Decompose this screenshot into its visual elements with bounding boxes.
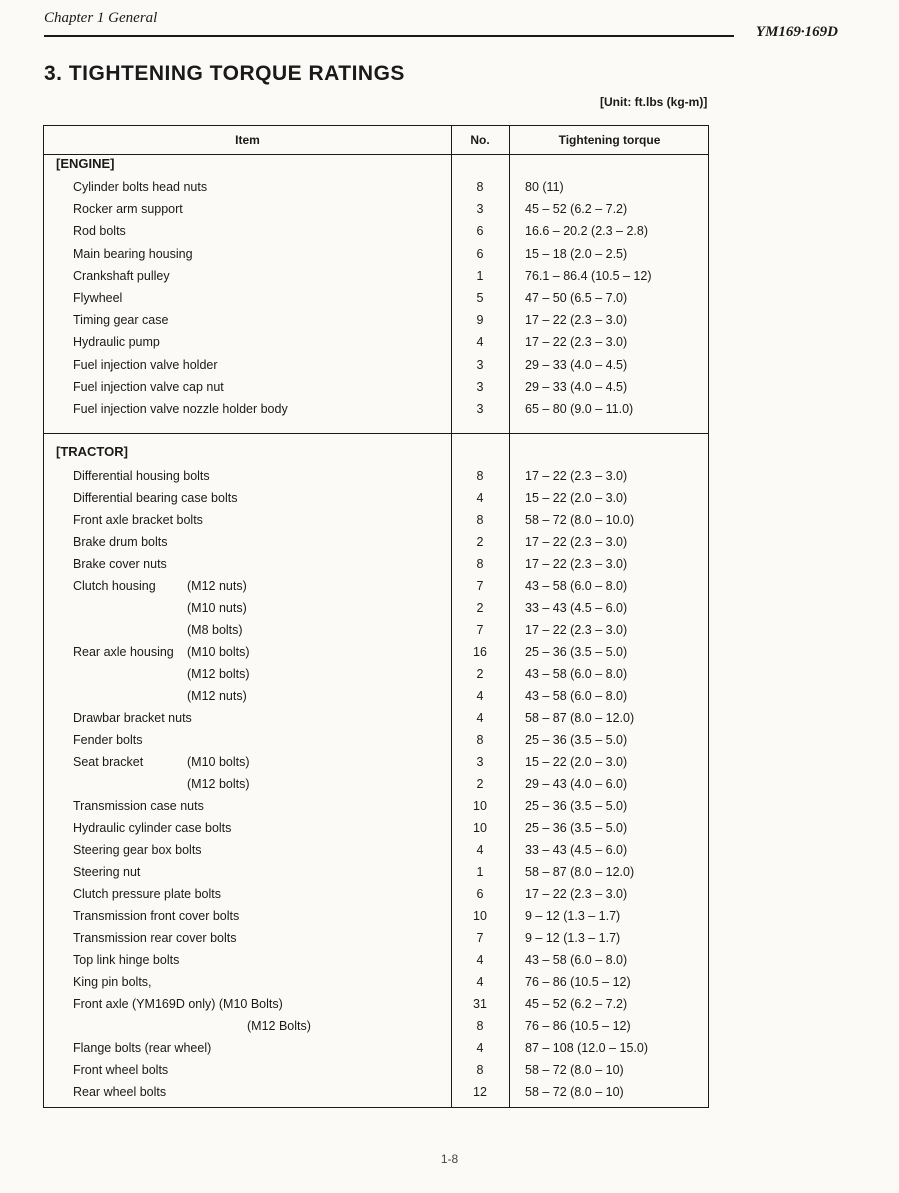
row-item-label: Main bearing housing: [73, 246, 193, 261]
row-quantity: 10: [473, 799, 487, 813]
row-torque: 47 – 50 (6.5 – 7.0): [525, 291, 628, 305]
row-quantity: 16: [473, 645, 487, 659]
row-item-spec: (M12 nuts): [187, 579, 247, 593]
row-item-label: Clutch pressure plate bolts: [73, 887, 221, 901]
row-item-label: Fuel injection valve nozzle holder body: [73, 402, 288, 416]
table-row: [44, 796, 710, 818]
row-item-label: Rod bolts: [73, 224, 126, 239]
row-torque: 76 – 86 (10.5 – 12): [525, 975, 631, 989]
row-item-label: King pin bolts,: [73, 975, 152, 989]
row-item-spec: (M10 bolts): [187, 645, 250, 659]
section-label-engine: [ENGINE]: [56, 156, 115, 171]
table-row: [44, 221, 710, 243]
row-torque: 43 – 58 (6.0 – 8.0): [525, 689, 628, 703]
row-torque: 17 – 22 (2.3 – 3.0): [525, 469, 628, 483]
row-item-label: Clutch housing: [73, 579, 156, 593]
row-torque: 80 (11): [525, 180, 564, 194]
table-row: [44, 554, 710, 576]
table-row: [44, 994, 710, 1016]
row-quantity: 7: [476, 579, 484, 593]
row-torque: 43 – 58 (6.0 – 8.0): [525, 953, 628, 967]
table-row: [44, 862, 710, 884]
row-quantity: 5: [476, 291, 484, 305]
row-quantity: 8: [476, 1019, 484, 1033]
row-torque: 76 – 86 (10.5 – 12): [525, 1019, 631, 1033]
table-row: [44, 377, 710, 399]
table-row: [44, 244, 710, 266]
row-item-label: Transmission case nuts: [73, 799, 204, 813]
row-torque: 16.6 – 20.2 (2.3 – 2.8): [525, 224, 649, 239]
row-quantity: 3: [476, 202, 484, 217]
row-torque: 9 – 12 (1.3 – 1.7): [525, 909, 621, 923]
row-torque: 87 – 108 (12.0 – 15.0): [525, 1041, 649, 1055]
table-row: [44, 686, 710, 708]
row-quantity: 31: [473, 997, 487, 1011]
row-item-label: Front wheel bolts: [73, 1063, 169, 1077]
row-quantity: 4: [476, 491, 484, 505]
row-torque: 43 – 58 (6.0 – 8.0): [525, 579, 628, 593]
torque-table: [43, 125, 709, 1108]
row-torque: 33 – 43 (4.5 – 6.0): [525, 843, 628, 857]
table-row: [44, 598, 710, 620]
table-row: [44, 884, 710, 906]
row-quantity: 10: [473, 909, 487, 923]
table-row: [44, 199, 710, 221]
table-row: [44, 576, 710, 598]
row-quantity: 8: [476, 180, 484, 194]
table-row: [44, 950, 710, 972]
row-quantity: 2: [476, 667, 484, 681]
row-item-label: Timing gear case: [73, 313, 169, 328]
row-quantity: 8: [476, 557, 484, 571]
page-number: 1-8: [440, 1152, 459, 1166]
column-header-item: Item: [235, 133, 260, 147]
page-title: 3. TIGHTENING TORQUE RATINGS: [44, 62, 405, 85]
row-item-label: Brake drum bolts: [73, 535, 168, 549]
table-row: [44, 1016, 710, 1038]
row-torque: 29 – 33 (4.0 – 4.5): [525, 379, 628, 394]
row-item-label: Fender bolts: [73, 733, 143, 747]
row-item-spec: (M12 Bolts): [247, 1019, 311, 1033]
model-header: YM169·169D: [755, 24, 838, 40]
row-torque: 15 – 22 (2.0 – 3.0): [525, 491, 628, 505]
row-quantity: 10: [473, 821, 487, 835]
row-torque: 17 – 22 (2.3 – 3.0): [525, 313, 628, 328]
table-row: [44, 708, 710, 730]
row-item-label: Cylinder bolts head nuts: [73, 180, 208, 194]
table-row: [44, 266, 710, 288]
table-row: [44, 730, 710, 752]
row-torque: 17 – 22 (2.3 – 3.0): [525, 887, 628, 901]
table-row: [44, 288, 710, 310]
row-item-label: Fuel injection valve holder: [73, 357, 218, 372]
row-torque: 15 – 22 (2.0 – 3.0): [525, 755, 628, 769]
row-torque: 25 – 36 (3.5 – 5.0): [525, 733, 628, 747]
row-quantity: 2: [476, 777, 484, 791]
row-item-label: Brake cover nuts: [73, 557, 167, 571]
row-torque: 43 – 58 (6.0 – 8.0): [525, 667, 628, 681]
row-item-label: Hydraulic pump: [73, 335, 160, 350]
row-torque: 58 – 87 (8.0 – 12.0): [525, 865, 635, 879]
column-header-no: No.: [470, 133, 490, 147]
row-quantity: 3: [476, 402, 484, 416]
table-row: [44, 1060, 710, 1082]
row-torque: 45 – 52 (6.2 – 7.2): [525, 997, 628, 1011]
table-row: [44, 355, 710, 377]
header-rule: [44, 35, 734, 37]
row-torque: 45 – 52 (6.2 – 7.2): [525, 202, 628, 217]
row-torque: 58 – 72 (8.0 – 10.0): [525, 513, 635, 527]
table-row: [44, 1082, 710, 1104]
row-item-label: Steering nut: [73, 865, 141, 879]
row-quantity: 6: [476, 887, 484, 901]
table-row: [44, 532, 710, 554]
row-item-spec: (M12 bolts): [187, 667, 250, 681]
row-quantity: 12: [473, 1085, 487, 1099]
section-divider: [44, 433, 708, 434]
row-torque: 76.1 – 86.4 (10.5 – 12): [525, 268, 652, 283]
table-row: [44, 906, 710, 928]
table-row: [44, 332, 710, 354]
table-row: [44, 818, 710, 840]
row-torque: 65 – 80 (9.0 – 11.0): [525, 402, 634, 416]
chapter-header: Chapter 1 General: [44, 10, 158, 26]
row-quantity: 4: [476, 335, 484, 350]
section-label-tractor: [TRACTOR]: [56, 444, 128, 459]
row-quantity: 8: [476, 733, 484, 747]
row-quantity: 2: [476, 535, 484, 549]
row-item-label: Front axle (YM169D only) (M10 Bolts): [73, 997, 283, 1011]
row-quantity: 3: [476, 357, 484, 372]
row-item-label: Seat bracket: [73, 755, 144, 769]
row-item-label: Rear axle housing: [73, 645, 174, 659]
row-item-label: Differential housing bolts: [73, 469, 210, 483]
row-item-label: Rocker arm support: [73, 202, 183, 217]
row-item-label: Fuel injection valve cap nut: [73, 379, 224, 394]
row-quantity: 4: [476, 975, 484, 989]
table-row: [44, 510, 710, 532]
row-quantity: 8: [476, 513, 484, 527]
table-row: [44, 972, 710, 994]
row-torque: 29 – 43 (4.0 – 6.0): [525, 777, 628, 791]
row-torque: 17 – 22 (2.3 – 3.0): [525, 335, 628, 350]
row-item-label: Transmission front cover bolts: [73, 909, 240, 923]
row-item-spec: (M12 nuts): [187, 689, 247, 703]
row-quantity: 2: [476, 601, 484, 615]
table-row: [44, 928, 710, 950]
row-item-label: Crankshaft pulley: [73, 268, 170, 283]
row-item-spec: (M12 bolts): [187, 777, 250, 791]
row-quantity: 6: [476, 224, 484, 239]
table-row: [44, 310, 710, 332]
row-torque: 33 – 43 (4.5 – 6.0): [525, 601, 628, 615]
row-item-label: Transmission rear cover bolts: [73, 931, 237, 945]
row-torque: 15 – 18 (2.0 – 2.5): [525, 246, 628, 261]
row-item-label: Hydraulic cylinder case bolts: [73, 821, 232, 835]
row-torque: 17 – 22 (2.3 – 3.0): [525, 535, 628, 549]
row-torque: 58 – 87 (8.0 – 12.0): [525, 711, 635, 725]
row-torque: 25 – 36 (3.5 – 5.0): [525, 799, 628, 813]
row-item-label: Flange bolts (rear wheel): [73, 1041, 212, 1055]
row-torque: 9 – 12 (1.3 – 1.7): [525, 931, 621, 945]
row-quantity: 9: [476, 313, 484, 328]
row-torque: 17 – 22 (2.3 – 3.0): [525, 623, 628, 637]
row-quantity: 1: [476, 865, 484, 879]
table-row: [44, 488, 710, 510]
column-header-torque: Tightening torque: [558, 133, 661, 147]
row-quantity: 3: [476, 379, 484, 394]
unit-label: [Unit: ft.lbs (kg-m)]: [600, 95, 708, 109]
row-item-label: Top link hinge bolts: [73, 953, 180, 967]
row-quantity: 8: [476, 469, 484, 483]
table-row: [44, 466, 710, 488]
table-row: [44, 840, 710, 862]
row-quantity: 6: [476, 246, 484, 261]
row-torque: 29 – 33 (4.0 – 4.5): [525, 357, 628, 372]
row-torque: 25 – 36 (3.5 – 5.0): [525, 645, 628, 659]
row-quantity: 4: [476, 711, 484, 725]
row-quantity: 1: [476, 268, 484, 283]
header-divider: [44, 154, 708, 155]
table-row: [44, 642, 710, 664]
row-item-label: Rear wheel bolts: [73, 1085, 167, 1099]
row-item-label: Front axle bracket bolts: [73, 513, 203, 527]
table-row: [44, 1038, 710, 1060]
row-item-label: Steering gear box bolts: [73, 843, 202, 857]
row-quantity: 4: [476, 843, 484, 857]
row-torque: 17 – 22 (2.3 – 3.0): [525, 557, 628, 571]
row-quantity: 7: [476, 623, 484, 637]
row-item-label: Differential bearing case bolts: [73, 491, 238, 505]
row-quantity: 4: [476, 953, 484, 967]
row-item-spec: (M10 nuts): [187, 601, 247, 615]
table-row: [44, 177, 710, 199]
row-quantity: 4: [476, 689, 484, 703]
table-row: [44, 752, 710, 774]
table-row: [44, 664, 710, 686]
table-row: [44, 620, 710, 642]
row-torque: 25 – 36 (3.5 – 5.0): [525, 821, 628, 835]
row-torque: 58 – 72 (8.0 – 10): [525, 1085, 624, 1099]
row-torque: 58 – 72 (8.0 – 10): [525, 1063, 624, 1077]
row-item-spec: (M10 bolts): [187, 755, 250, 769]
row-quantity: 7: [476, 931, 484, 945]
table-row: [44, 399, 710, 421]
table-row: [44, 774, 710, 796]
row-quantity: 3: [476, 755, 484, 769]
row-quantity: 4: [476, 1041, 484, 1055]
row-item-spec: (M8 bolts): [187, 623, 243, 637]
row-quantity: 8: [476, 1063, 484, 1077]
row-item-label: Flywheel: [73, 291, 123, 305]
row-item-label: Drawbar bracket nuts: [73, 711, 192, 725]
